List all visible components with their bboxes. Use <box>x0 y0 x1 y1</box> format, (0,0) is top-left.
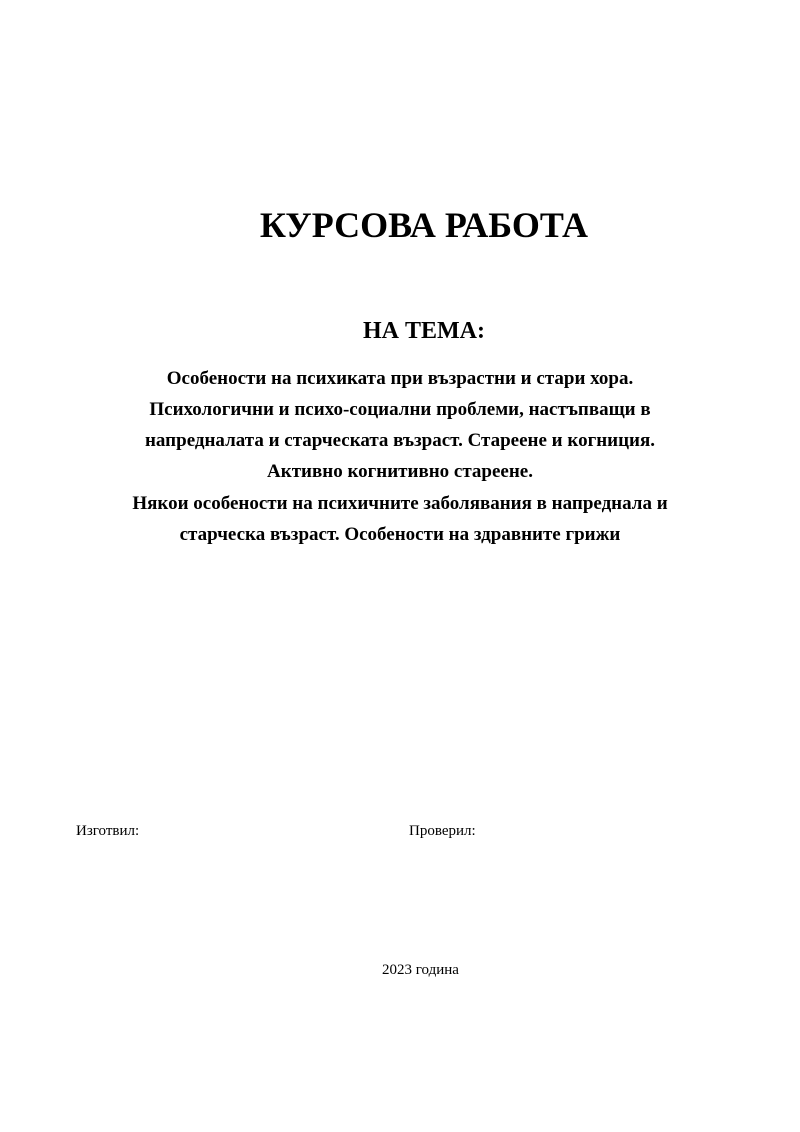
topic-line: напредналата и старческата възраст. Стареене и когниция. <box>144 430 656 451</box>
subtopic-paragraph <box>40 488 760 550</box>
checked-by-label: Проверил: <box>409 823 476 839</box>
prepared-by-label: Изготвил: <box>76 823 140 839</box>
document-subtitle: НА ТЕМА: <box>363 318 485 344</box>
topic-paragraph <box>60 363 740 487</box>
topic-line: Активно когнитивно стареене. <box>267 461 533 482</box>
subtopic-line: Някои особености на психичните заболявания в напреднала и <box>132 493 668 514</box>
topic-line: Психологични и психо-социални проблеми, настъпващи в <box>149 399 651 420</box>
topic-line: Особености на психиката при възрастни и стари хора. <box>166 368 634 389</box>
subtopic-line: старческа възраст. Особености на здравните грижи <box>179 524 621 545</box>
document-year: 2023 година <box>382 962 459 978</box>
document-title: КУРСОВА РАБОТА <box>259 205 589 245</box>
